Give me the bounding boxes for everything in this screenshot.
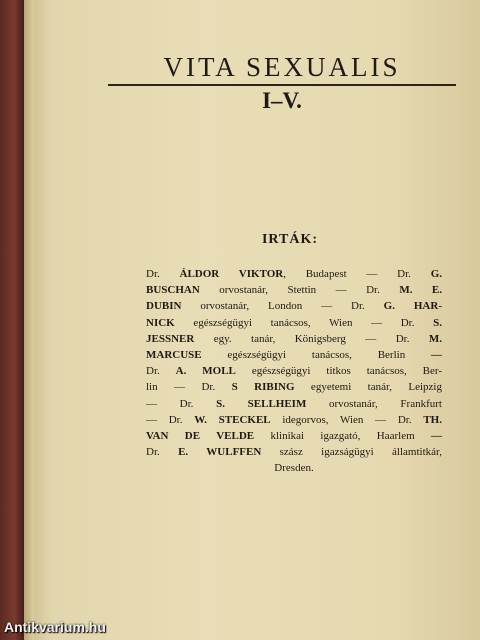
author-name: MARCUSE	[146, 349, 202, 362]
author-name: NICK	[146, 316, 175, 329]
authors-line	[146, 428, 442, 444]
authors-line	[146, 347, 442, 363]
author-name: E. WULFFEN	[178, 446, 262, 459]
author-text: egészségügyi tanácsos, Berlin	[201, 349, 406, 362]
author-text: Dr.	[146, 446, 179, 459]
author-name: S RIBING	[231, 381, 295, 394]
author-text: orvostanár, Stettin — Dr.	[199, 284, 400, 297]
author-name: BUSCHAN	[146, 284, 200, 297]
author-text: Dresden.	[274, 462, 314, 475]
authors-line	[146, 412, 442, 428]
site-watermark: Antikvarium.hu	[4, 619, 106, 635]
author-name: ÁLDOR VIKTOR	[179, 268, 284, 280]
author-text: szász igazságügyi államtitkár,	[261, 446, 442, 459]
author-text: egészségügyi tanácsos, Wien — Dr.	[174, 316, 434, 329]
authors-line	[146, 298, 442, 314]
author-name: G. HAR-	[383, 300, 442, 313]
author-name: G.	[430, 268, 442, 280]
author-text: — Dr.	[146, 397, 217, 410]
title-rule	[108, 84, 456, 86]
author-name: VAN DE VELDE	[146, 430, 255, 443]
author-text: — Dr.	[146, 413, 195, 426]
authors-line	[146, 460, 442, 476]
author-name: S.	[433, 316, 442, 329]
author-name: —	[414, 430, 443, 443]
author-text: egészségügyi titkos tanácsos, Ber-	[235, 365, 443, 378]
authors-line	[146, 331, 442, 347]
author-name: TH.	[423, 413, 442, 426]
authors-line	[146, 315, 442, 331]
author-name: A. MOLL	[175, 365, 236, 378]
authors-line	[146, 363, 442, 379]
author-text: lin — Dr.	[146, 381, 232, 394]
authors-line	[146, 396, 442, 412]
author-text: egy. tanár, Königsberg — Dr.	[194, 332, 429, 345]
authors-heading: IRTÁK:	[261, 232, 319, 247]
page-gutter	[24, 0, 34, 640]
author-text: klinikai igazgató, Haarlem	[254, 430, 415, 443]
authors-line	[146, 266, 442, 282]
author-text: , Budapest — Dr.	[283, 268, 431, 280]
book-title: VITA SEXUALIS	[163, 52, 401, 82]
author-name: S. SELLHEIM	[216, 397, 307, 410]
author-name: W. STECKEL	[194, 413, 271, 426]
book-binding	[0, 0, 26, 640]
author-name: M. E.	[399, 284, 442, 297]
author-text: Dr.	[146, 268, 180, 280]
author-text: orvostanár, Frankfurt	[306, 397, 442, 410]
volume-range: I–V.	[262, 88, 302, 113]
author-text: egyetemi tanár, Leipzig	[294, 381, 442, 394]
author-name: —	[405, 349, 443, 362]
author-name: JESSNER	[146, 332, 195, 345]
authors-list	[146, 266, 442, 477]
author-text: idegorvos, Wien — Dr.	[270, 413, 424, 426]
author-name: M.	[428, 332, 442, 345]
authors-line	[146, 282, 442, 298]
authors-line	[146, 444, 442, 460]
author-text: Dr.	[146, 365, 176, 378]
authors-line	[146, 379, 442, 395]
author-name: DUBIN	[146, 300, 182, 313]
author-text: orvostanár, London — Dr.	[181, 300, 384, 313]
